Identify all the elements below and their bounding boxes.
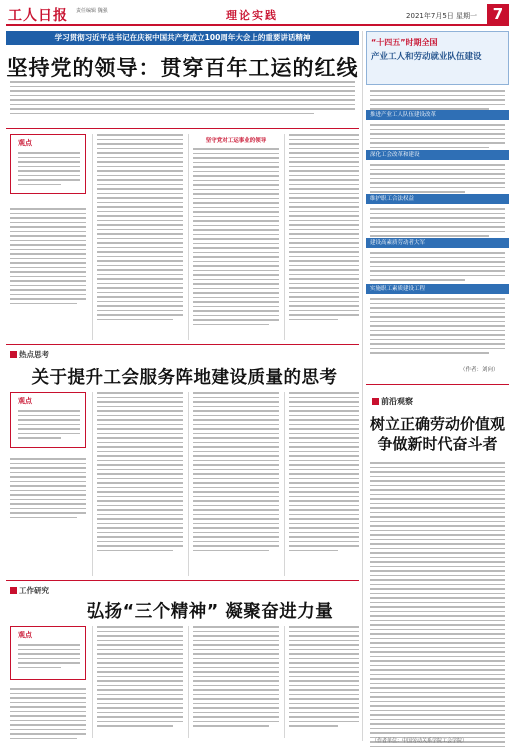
topic-banner: 学习贯彻习近平总书记在庆祝中国共产党成立100周年大会上的重要讲话精神 <box>6 31 359 45</box>
frontier-headline: 树立正确劳动价值观 争做新时代奋斗者 <box>369 415 505 453</box>
sidebar-bar-4: 建设高素质劳动者大军 <box>366 238 509 248</box>
work-research-headline: 弘扬“三个精神” 凝聚奋进力量 <box>86 602 334 622</box>
main-headline: 坚持党的领导：贯穿百年工运的红线 <box>6 56 359 80</box>
viewpoint-label-3: 观点 <box>18 631 32 639</box>
page-number: 7 <box>487 4 509 24</box>
sidebar-title: 产业工人和劳动就业队伍建设 <box>371 52 482 62</box>
column-2-text <box>97 134 183 323</box>
subhead-1: 坚守党对工运事业的领导 <box>205 138 267 144</box>
section-title: 理论实践 <box>226 9 278 22</box>
sidebar-bar-2: 深化工会改革和建设 <box>366 150 509 160</box>
column-1-text <box>10 208 86 307</box>
sidebar-bar-5: 实施职工素质建设工程 <box>366 284 509 294</box>
square-icon <box>10 351 17 358</box>
viewpoint-label-2: 观点 <box>18 397 32 405</box>
frontier-kicker: 前沿观察 <box>372 396 413 407</box>
square-icon <box>372 398 379 405</box>
issue-date: 2021年7月5日 星期一 <box>406 12 477 20</box>
sidebar-kicker: “十四五”时期全国 <box>371 38 438 47</box>
square-icon <box>10 587 17 594</box>
footer-note: （作者单位：中国劳动关系学院工会学院） <box>372 738 468 744</box>
work-research-kicker: 工作研究 <box>10 585 49 596</box>
sidebar-author: （作者：刘向） <box>460 367 499 373</box>
column-3-text <box>193 148 279 328</box>
viewpoint-text <box>18 152 80 188</box>
sidebar-bar-3: 维护职工合法权益 <box>366 194 509 204</box>
sidebar-bar-1: 推进产业工人队伍建设改革 <box>366 110 509 120</box>
hot-topic-headline: 关于提升工会服务阵地建设质量的思考 <box>31 368 338 388</box>
masthead <box>6 4 509 26</box>
sidebar-header <box>366 31 509 85</box>
hot-topic-kicker: 热点思考 <box>10 349 49 360</box>
frontier-text <box>370 462 505 748</box>
lead-divider <box>6 128 359 129</box>
viewpoint-label: 观点 <box>18 139 32 147</box>
newspaper-logo: 工人日报 <box>8 8 68 24</box>
editor-meta: 责任编辑 魏强 <box>76 8 108 14</box>
lead-paragraph <box>10 81 355 123</box>
column-4-text <box>289 134 359 323</box>
